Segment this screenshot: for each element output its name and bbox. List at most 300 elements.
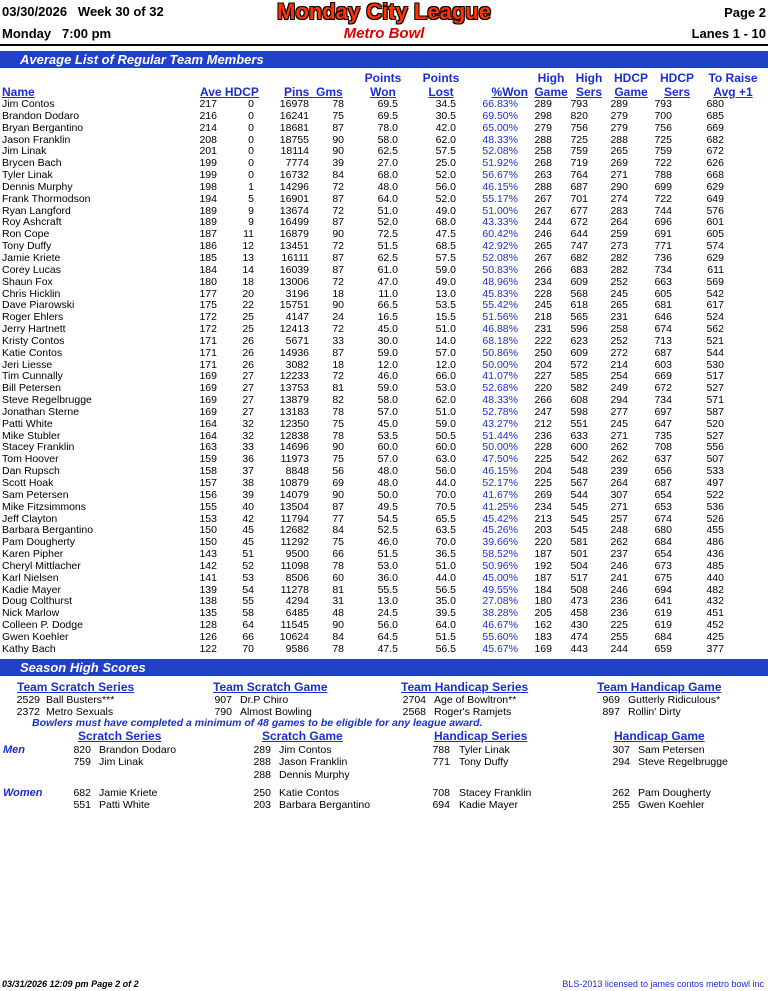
cell-hdcp-game: 252	[610, 334, 628, 347]
award-score: 820	[73, 744, 91, 756]
cell-lost: 39.5	[435, 607, 456, 620]
cell-hdcp-sers: 736	[654, 251, 672, 264]
cell-won: 48.0	[377, 465, 398, 478]
cell-name: Sam Petersen	[2, 488, 69, 501]
cell-pins: 14936	[279, 346, 309, 359]
cell-pct: 69.50%	[482, 109, 518, 122]
cell-name: Doug Colthurst	[2, 595, 73, 608]
cell-high-game: 298	[534, 109, 552, 122]
cell-hdcp-game: 245	[610, 417, 628, 430]
cell-ave: 172	[199, 311, 217, 324]
cell-pins: 4294	[285, 595, 309, 608]
cell-high-sers: 682	[570, 251, 588, 264]
cell-high-sers: 764	[570, 169, 588, 182]
col-pct-won: %Won	[491, 85, 528, 99]
cell-to-raise: 530	[706, 358, 724, 371]
table-row	[0, 573, 724, 585]
cell-to-raise: 485	[706, 559, 724, 572]
cell-pct: 60.42%	[482, 228, 518, 241]
team-handicap-game-header: Team Handicap Game	[597, 680, 722, 694]
cell-name: Nick Marlow	[2, 607, 60, 620]
cell-high-sers: 701	[570, 192, 588, 205]
cell-high-game: 212	[534, 417, 552, 430]
cell-hdcp-game: 262	[610, 441, 628, 454]
award-score: 694	[432, 799, 450, 812]
cell-to-raise: 544	[706, 346, 724, 359]
cell-ave: 199	[199, 157, 217, 170]
average-table-body	[0, 99, 724, 656]
cell-name: Patti White	[2, 417, 53, 430]
cell-pins: 18755	[279, 133, 309, 146]
cell-won: 60.0	[377, 441, 398, 454]
award-name: Age of Bowltron**	[434, 694, 517, 706]
cell-hdcp-game: 225	[610, 619, 628, 632]
cell-name: Ron Cope	[2, 228, 50, 241]
cell-pct: 47.50%	[482, 453, 518, 466]
cell-hdcp-game: 290	[610, 180, 628, 193]
cell-won: 45.0	[377, 323, 398, 336]
cell-hdcp-sers: 759	[654, 145, 672, 158]
cell-ave: 208	[199, 133, 217, 146]
cell-high-sers: 683	[570, 263, 588, 276]
cell-hdcp: 26	[242, 334, 254, 347]
cell-gms: 18	[332, 358, 344, 371]
cell-high-game: 267	[534, 192, 552, 205]
cell-gms: 56	[332, 465, 344, 478]
cell-hdcp-game: 262	[610, 453, 628, 466]
table-row	[0, 336, 724, 348]
cell-hdcp: 38	[242, 477, 254, 489]
cell-high-game: 236	[534, 429, 552, 442]
cell-pct: 48.96%	[482, 275, 518, 288]
cell-hdcp-sers: 788	[654, 169, 672, 182]
award-score: 790	[214, 706, 232, 719]
cell-hdcp: 70	[242, 642, 254, 655]
cell-high-game: 247	[534, 405, 552, 418]
cell-hdcp-sers: 699	[654, 180, 672, 193]
cell-ave: 169	[199, 405, 217, 418]
cell-won: 64.0	[377, 192, 398, 205]
cell-high-sers: 608	[570, 394, 588, 407]
cell-gms: 69	[332, 477, 344, 489]
cell-high-game: 269	[534, 488, 552, 501]
cell-gms: 78	[332, 642, 344, 655]
cell-ave: 164	[199, 429, 217, 442]
cell-high-game: 263	[534, 169, 552, 182]
cell-hdcp-game: 236	[610, 607, 628, 620]
cell-won: 57.0	[377, 405, 398, 418]
cell-to-raise: 685	[706, 109, 724, 122]
cell-hdcp: 25	[242, 311, 254, 324]
cell-high-sers: 609	[570, 346, 588, 359]
col-to-raise: To Raise Avg +1	[708, 71, 758, 99]
cell-high-sers: 545	[570, 524, 588, 537]
cell-won: 16.5	[377, 311, 398, 324]
cell-hdcp-game: 265	[610, 299, 628, 312]
cell-hdcp-game: 271	[610, 500, 628, 513]
cell-won: 47.5	[377, 642, 398, 655]
cell-to-raise: 517	[706, 370, 724, 383]
cell-high-game: 222	[534, 334, 552, 347]
cell-high-game: 225	[534, 477, 552, 489]
cell-name: Scott Hoak	[2, 477, 54, 489]
cell-high-sers: 677	[570, 204, 588, 217]
cell-pct: 50.96%	[482, 559, 518, 572]
cell-hdcp: 0	[248, 157, 254, 170]
table-row	[0, 644, 724, 656]
cell-hdcp: 1	[248, 180, 254, 193]
cell-lost: 14.0	[435, 334, 456, 347]
cell-pct: 51.92%	[482, 157, 518, 170]
cell-gms: 84	[332, 524, 344, 537]
cell-ave: 180	[199, 275, 217, 288]
cell-won: 12.0	[377, 358, 398, 371]
cell-lost: 49.0	[435, 204, 456, 217]
cell-to-raise: 629	[706, 251, 724, 264]
cell-hdcp: 0	[248, 133, 254, 146]
award-score: 294	[612, 756, 630, 769]
page-number: Page 2	[724, 5, 766, 20]
cell-hdcp-game: 307	[610, 488, 628, 501]
cell-pins: 16732	[279, 169, 309, 182]
cell-hdcp-sers: 654	[654, 488, 672, 501]
cell-high-game: 183	[534, 630, 552, 643]
cell-pins: 15751	[279, 299, 309, 312]
cell-hdcp-game: 258	[610, 323, 628, 336]
cell-hdcp-game: 288	[610, 133, 628, 146]
cell-ave: 155	[199, 500, 217, 513]
cell-high-game: 169	[534, 642, 552, 655]
cell-hdcp-game: 259	[610, 228, 628, 241]
cell-high-game: 228	[534, 441, 552, 454]
cell-name: Jim Linak	[2, 145, 47, 158]
cell-hdcp-sers: 722	[654, 157, 672, 170]
cell-hdcp: 52	[242, 559, 254, 572]
cell-hdcp-sers: 641	[654, 595, 672, 608]
cell-won: 13.0	[377, 595, 398, 608]
cell-pins: 8848	[285, 465, 309, 478]
cell-high-sers: 504	[570, 559, 588, 572]
cell-pct: 38.28%	[482, 607, 518, 620]
cell-pins: 13451	[279, 240, 309, 253]
cell-ave: 175	[199, 299, 217, 312]
cell-high-game: 267	[534, 204, 552, 217]
cell-pct: 52.17%	[482, 477, 518, 489]
award-name: Ball Busters***	[46, 694, 115, 706]
cell-high-sers: 572	[570, 358, 588, 371]
cell-lost: 63.0	[435, 453, 456, 466]
cell-hdcp: 0	[248, 109, 254, 122]
cell-hdcp-sers: 603	[654, 358, 672, 371]
cell-gms: 72	[332, 180, 344, 193]
cell-hdcp-game: 231	[610, 311, 628, 324]
cell-to-raise: 556	[706, 441, 724, 454]
cell-won: 11.0	[378, 287, 398, 300]
cell-name: Kadie Mayer	[2, 583, 61, 596]
cell-won: 24.5	[377, 607, 398, 620]
cell-pins: 11973	[280, 453, 309, 466]
cell-pins: 13753	[279, 382, 309, 395]
cell-won: 58.0	[377, 394, 398, 407]
cell-gms: 87	[332, 500, 344, 513]
cell-hdcp-game: 264	[610, 216, 628, 229]
cell-pins: 12413	[279, 323, 309, 336]
cell-lost: 66.0	[435, 370, 456, 383]
cell-name: Karen Pipher	[2, 548, 64, 561]
cell-won: 27.0	[377, 157, 398, 170]
cell-lost: 44.0	[435, 571, 456, 584]
cell-high-game: 180	[534, 595, 552, 608]
cell-ave: 138	[199, 595, 217, 608]
award-name: Kadie Mayer	[459, 799, 518, 812]
cell-hdcp-sers: 696	[654, 216, 672, 229]
cell-ave: 135	[199, 607, 217, 620]
cell-hdcp-game: 257	[610, 512, 628, 525]
cell-high-sers: 542	[570, 453, 588, 466]
award-name: Jim Linak	[99, 756, 144, 769]
cell-high-game: 205	[534, 607, 552, 620]
cell-hdcp: 13	[242, 251, 254, 264]
cell-pct: 48.33%	[482, 133, 518, 146]
cell-won: 62.5	[377, 145, 398, 158]
cell-pins: 11278	[280, 583, 309, 596]
cell-name: Stacey Franklin	[2, 441, 75, 454]
cell-lost: 51.5	[435, 630, 456, 643]
cell-hdcp-game: 248	[610, 524, 628, 537]
cell-pct: 51.56%	[482, 311, 518, 324]
cell-hdcp-sers: 691	[654, 228, 672, 241]
report-date: 03/30/2026	[2, 4, 68, 19]
cell-to-raise: 377	[706, 642, 724, 655]
cell-hdcp-sers: 637	[654, 453, 672, 466]
cell-ave: 122	[199, 642, 217, 655]
cell-lost: 68.5	[435, 240, 456, 253]
cell-hdcp-sers: 674	[654, 323, 672, 336]
cell-won: 46.0	[377, 370, 398, 383]
cell-hdcp-sers: 672	[654, 382, 672, 395]
ind-handicap-series-header: Handicap Series	[434, 729, 528, 743]
award-score: 2704	[402, 694, 426, 706]
cell-lost: 70.0	[435, 536, 456, 549]
cell-pins: 13006	[279, 275, 309, 288]
cell-ave: 172	[199, 323, 217, 336]
cell-won: 78.0	[377, 121, 398, 134]
cell-high-game: 220	[534, 382, 552, 395]
cell-high-game: 246	[534, 228, 552, 241]
cell-ave: 189	[199, 204, 217, 217]
cell-high-sers: 458	[570, 607, 588, 620]
cell-high-game: 289	[534, 98, 552, 110]
cell-pct: 45.67%	[482, 642, 518, 655]
cell-gms: 78	[332, 405, 344, 418]
cell-hdcp-sers: 646	[654, 311, 672, 324]
cell-name: Brandon Dodaro	[2, 109, 80, 122]
cell-pct: 65.00%	[482, 121, 518, 134]
cell-gms: 72	[332, 275, 344, 288]
award-name: Almost Bowling	[240, 706, 312, 719]
average-section-bar	[0, 51, 768, 68]
cell-hdcp: 27	[242, 394, 254, 407]
cell-hdcp: 39	[242, 488, 254, 501]
cell-name: Bryan Bergantino	[2, 121, 84, 134]
cell-to-raise: 669	[706, 121, 724, 134]
cell-hdcp: 9	[248, 204, 254, 217]
cell-pct: 50.86%	[482, 346, 518, 359]
cell-pins: 11292	[280, 536, 309, 549]
award-score: 203	[253, 799, 271, 812]
cell-name: Tom Hoover	[2, 453, 59, 466]
cell-hdcp: 18	[242, 275, 254, 288]
cell-to-raise: 536	[706, 500, 724, 513]
team-scratch-series-header: Team Scratch Series	[17, 680, 135, 694]
cell-name: Bill Petersen	[2, 382, 61, 395]
cell-hdcp-game: 236	[610, 595, 628, 608]
cell-high-game: 244	[534, 216, 552, 229]
cell-name: Mike Fitzsimmons	[2, 500, 87, 513]
table-row	[0, 194, 724, 206]
cell-gms: 75	[332, 453, 344, 466]
cell-gms: 87	[332, 121, 344, 134]
cell-ave: 150	[199, 536, 217, 549]
award-score: 255	[612, 799, 630, 812]
cell-gms: 18	[332, 287, 344, 300]
cell-hdcp-game: 279	[610, 109, 628, 122]
cell-high-sers: 582	[570, 382, 588, 395]
award-score: 969	[602, 694, 620, 706]
cell-high-sers: 687	[570, 180, 588, 193]
cell-high-game: 258	[534, 145, 552, 158]
cell-won: 56.0	[377, 619, 398, 632]
cell-won: 69.5	[377, 98, 398, 110]
cell-ave: 214	[199, 121, 217, 134]
cell-hdcp: 5	[248, 192, 254, 205]
cell-lost: 44.0	[435, 477, 456, 489]
cell-high-sers: 545	[570, 500, 588, 513]
cell-hdcp-game: 254	[610, 370, 628, 383]
cell-lost: 36.5	[435, 548, 456, 561]
cell-to-raise: 569	[706, 275, 724, 288]
cell-name: Tim Cunnally	[2, 370, 63, 383]
cell-hdcp: 40	[242, 500, 254, 513]
cell-to-raise: 668	[706, 169, 724, 182]
cell-name: Jonathan Sterne	[2, 405, 80, 418]
cell-won: 62.5	[377, 251, 398, 264]
cell-to-raise: 524	[706, 311, 724, 324]
cell-pct: 49.55%	[482, 583, 518, 596]
cell-pct: 52.08%	[482, 251, 518, 264]
cell-won: 66.5	[377, 299, 398, 312]
cell-name: Cheryl Mittlacher	[2, 559, 81, 572]
cell-pct: 55.17%	[482, 192, 518, 205]
cell-hdcp: 42	[242, 512, 254, 525]
cell-high-sers: 548	[570, 465, 588, 478]
cell-hdcp-sers: 647	[654, 417, 672, 430]
award-name: Steve Regelbrugge	[638, 756, 728, 769]
cell-hdcp: 0	[248, 121, 254, 134]
cell-hdcp-game: 272	[610, 346, 628, 359]
cell-pins: 9586	[285, 642, 309, 655]
cell-gms: 72	[332, 323, 344, 336]
cell-won: 64.5	[377, 630, 398, 643]
cell-hdcp-sers: 684	[654, 536, 672, 549]
cell-won: 58.0	[377, 133, 398, 146]
cell-ave: 177	[199, 287, 217, 300]
cell-pins: 18114	[280, 145, 309, 158]
cell-hdcp: 0	[248, 145, 254, 158]
cell-high-sers: 759	[570, 145, 588, 158]
award-name: Pam Dougherty	[638, 787, 711, 799]
cell-lost: 64.0	[435, 619, 456, 632]
cell-to-raise: 526	[706, 512, 724, 525]
table-row	[0, 419, 724, 431]
cell-pins: 6485	[285, 607, 309, 620]
cell-hdcp: 22	[242, 299, 254, 312]
cell-hdcp-game: 252	[610, 275, 628, 288]
cell-ave: 157	[199, 477, 217, 489]
cell-pins: 16241	[279, 109, 309, 122]
eligibility-note: Bowlers must have completed a minimum of 48 games to be eligible for any league award.	[32, 717, 483, 729]
cell-high-sers: 567	[570, 477, 588, 489]
cell-lost: 51.0	[435, 323, 456, 336]
cell-high-game: 279	[534, 121, 552, 134]
cell-pins: 11545	[280, 619, 309, 632]
cell-to-raise: 542	[706, 287, 724, 300]
cell-pct: 41.67%	[482, 488, 518, 501]
cell-won: 30.0	[377, 334, 398, 347]
cell-pct: 51.00%	[482, 204, 518, 217]
cell-hdcp-game: 277	[610, 405, 628, 418]
cell-high-sers: 596	[570, 323, 588, 336]
cell-won: 54.5	[377, 512, 398, 525]
cell-hdcp-game: 271	[610, 429, 628, 442]
cell-hdcp: 12	[242, 240, 254, 253]
col-hdcp-game: HDCP Game	[613, 71, 648, 99]
print-info: 03/31/2026 12:09 pm Page 2 of 2	[2, 979, 139, 989]
cell-name: Chris Hicklin	[2, 287, 61, 300]
cell-pct: 50.00%	[482, 441, 518, 454]
cell-hdcp: 37	[242, 465, 254, 478]
award-score: 759	[73, 756, 91, 769]
cell-to-raise: 440	[706, 571, 724, 584]
cell-high-game: 203	[534, 524, 552, 537]
cell-to-raise: 425	[706, 630, 724, 643]
cell-pins: 10879	[279, 477, 309, 489]
team-handicap-series-header: Team Handicap Series	[401, 680, 529, 694]
cell-lost: 70.0	[435, 488, 456, 501]
cell-hdcp-game: 279	[610, 121, 628, 134]
award-score: 307	[612, 744, 630, 756]
col-points-won: Points Won	[364, 71, 402, 99]
award-score: 250	[253, 787, 271, 799]
cell-high-sers: 585	[570, 370, 588, 383]
cell-lost: 13.0	[435, 287, 456, 300]
table-row	[0, 182, 724, 194]
cell-lost: 62.0	[435, 394, 456, 407]
cell-gms: 87	[332, 216, 344, 229]
cell-name: Mike Stubler	[2, 429, 61, 442]
cell-lost: 34.5	[435, 98, 456, 110]
cell-high-sers: 820	[570, 109, 588, 122]
cell-hdcp-game: 274	[610, 192, 628, 205]
award-name: Patti White	[99, 799, 150, 812]
cell-to-raise: 527	[706, 382, 724, 395]
cell-to-raise: 533	[706, 465, 724, 478]
cell-hdcp: 66	[242, 630, 254, 643]
cell-ave: 169	[199, 382, 217, 395]
award-name: Gwen Koehler	[638, 799, 705, 812]
cell-lost: 30.5	[435, 109, 456, 122]
cell-high-sers: 644	[570, 228, 588, 241]
